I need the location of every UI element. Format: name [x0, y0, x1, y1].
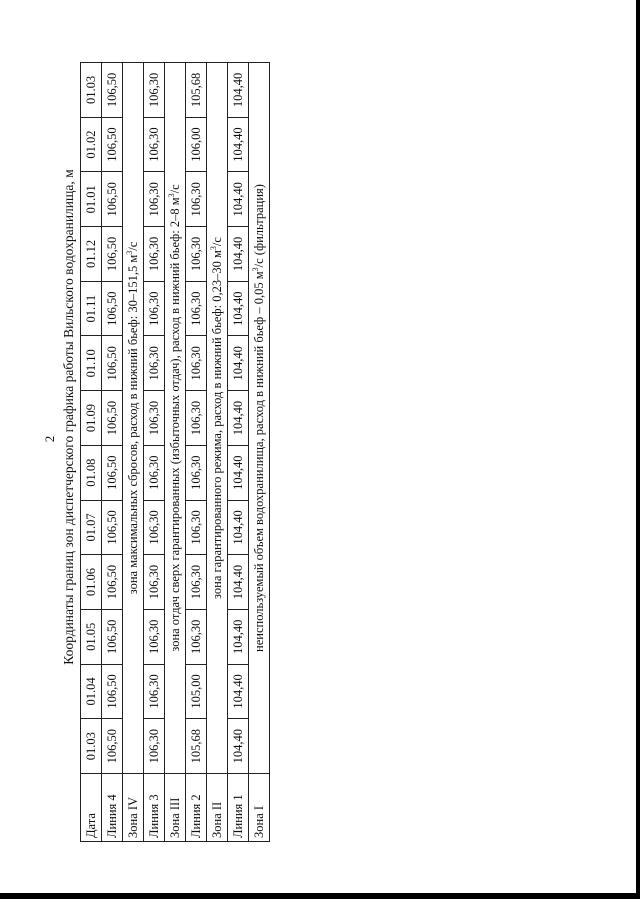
line-label-cell: Линия 4 — [102, 774, 123, 842]
table-header-row — [81, 63, 102, 842]
zone-label-cell: Зона I — [249, 774, 270, 842]
line-row — [186, 63, 207, 842]
level-value-cell: 106,50 — [102, 500, 123, 555]
level-value-cell: 104,40 — [228, 555, 249, 610]
level-value-cell: 106,30 — [144, 336, 165, 391]
level-value-cell: 104,40 — [228, 227, 249, 282]
level-value-cell: 105,00 — [186, 664, 207, 719]
line-label-cell: Линия 2 — [186, 774, 207, 842]
level-value-cell: 106,50 — [102, 391, 123, 446]
level-value-cell: 104,40 — [228, 664, 249, 719]
zone-description-cell — [207, 63, 228, 774]
unit-exponent: 3 — [124, 250, 134, 255]
zone-unit-suffix: /с — [167, 184, 182, 194]
rotated-content — [58, 62, 270, 842]
level-value-cell: 106,50 — [102, 281, 123, 336]
schedule-table — [80, 62, 270, 842]
level-value-cell: 104,40 — [228, 281, 249, 336]
level-value-cell: 106,30 — [186, 281, 207, 336]
zone-description-text: зона гарантированного режима, расход в нижний бьеф: 0,23–30 м — [209, 250, 224, 599]
level-value-cell: 106,30 — [186, 500, 207, 555]
document-title: Координаты границ зон диспетчерского графика работы Вильского водохранилища, м — [61, 169, 76, 665]
level-value-cell: 104,40 — [228, 609, 249, 664]
zone-row — [207, 63, 228, 842]
header-label-cell: Дата — [81, 774, 102, 842]
level-value-cell: 106,30 — [186, 391, 207, 446]
zone-description-text: зона максимальных сбросов, расход в нижний бьеф: 30–151,5 м — [125, 254, 140, 595]
zone-description-cell — [165, 63, 186, 774]
line-row — [102, 63, 123, 842]
date-header-cell: 01.08 — [81, 445, 102, 500]
level-value-cell: 106,30 — [186, 609, 207, 664]
level-value-cell: 106,50 — [102, 555, 123, 610]
line-label-cell: Линия 3 — [144, 774, 165, 842]
date-header-cell: 01.03 — [81, 63, 102, 118]
level-value-cell: 106,30 — [144, 117, 165, 172]
date-header-cell: 01.01 — [81, 172, 102, 227]
date-header-cell: 01.07 — [81, 500, 102, 555]
level-value-cell: 106,50 — [102, 664, 123, 719]
zone-description-text: неиспользуемый объем водохранилища, расход в нижний бьеф – 0,05 м — [251, 271, 266, 652]
zone-label-cell: Зона II — [207, 774, 228, 842]
unit-exponent: 3 — [250, 267, 260, 272]
level-value-cell: 106,50 — [102, 63, 123, 118]
level-value-cell: 104,40 — [228, 445, 249, 500]
level-value-cell: 106,30 — [144, 172, 165, 227]
level-value-cell: 106,30 — [186, 227, 207, 282]
level-value-cell: 106,50 — [102, 172, 123, 227]
zone-row — [123, 63, 144, 842]
level-value-cell: 106,30 — [144, 63, 165, 118]
level-value-cell: 106,50 — [102, 445, 123, 500]
level-value-cell: 106,30 — [144, 445, 165, 500]
date-header-cell: 01.03 — [81, 719, 102, 774]
level-value-cell: 104,40 — [228, 336, 249, 391]
zone-description-text: зона отдач сверх гарантированных (избыточных отдач), расход в нижний бьеф: 2–8 м — [167, 197, 182, 652]
date-header-cell: 01.09 — [81, 391, 102, 446]
level-value-cell: 106,30 — [144, 391, 165, 446]
level-value-cell: 106,50 — [102, 117, 123, 172]
level-value-cell: 106,50 — [102, 336, 123, 391]
level-value-cell: 106,30 — [186, 555, 207, 610]
level-value-cell: 105,68 — [186, 719, 207, 774]
level-value-cell: 104,40 — [228, 172, 249, 227]
level-value-cell: 106,50 — [102, 719, 123, 774]
date-header-cell: 01.02 — [81, 117, 102, 172]
zone-label-cell: Зона III — [165, 774, 186, 842]
date-header-cell: 01.11 — [81, 281, 102, 336]
level-value-cell: 106,50 — [102, 227, 123, 282]
zone-description-cell — [249, 63, 270, 774]
level-value-cell: 106,30 — [186, 445, 207, 500]
zone-unit-suffix: /с — [209, 237, 224, 247]
zone-row — [165, 63, 186, 842]
zone-description-cell — [123, 63, 144, 774]
level-value-cell: 104,40 — [228, 500, 249, 555]
level-value-cell: 106,30 — [144, 664, 165, 719]
level-value-cell: 106,30 — [144, 555, 165, 610]
zone-label-cell: Зона IV — [123, 774, 144, 842]
level-value-cell: 106,30 — [144, 719, 165, 774]
zone-unit-suffix: /с (фильтрация) — [251, 184, 266, 268]
page-number: 2 — [42, 435, 57, 443]
date-header-cell: 01.12 — [81, 227, 102, 282]
level-value-cell: 106,30 — [144, 281, 165, 336]
level-value-cell: 106,00 — [186, 117, 207, 172]
level-value-cell: 104,40 — [228, 63, 249, 118]
level-value-cell: 106,30 — [144, 227, 165, 282]
level-value-cell: 104,40 — [228, 117, 249, 172]
level-value-cell: 106,30 — [144, 609, 165, 664]
unit-exponent: 3 — [166, 193, 176, 198]
date-header-cell: 01.05 — [81, 609, 102, 664]
level-value-cell: 104,40 — [228, 391, 249, 446]
scan-edge-right — [636, 0, 640, 899]
line-label-cell: Линия 1 — [228, 774, 249, 842]
level-value-cell: 106,50 — [102, 609, 123, 664]
scan-edge-bottom — [0, 893, 640, 899]
level-value-cell: 104,40 — [228, 719, 249, 774]
level-value-cell: 106,30 — [186, 172, 207, 227]
line-row — [228, 63, 249, 842]
zone-row — [249, 63, 270, 842]
date-header-cell: 01.06 — [81, 555, 102, 610]
date-header-cell: 01.10 — [81, 336, 102, 391]
level-value-cell: 106,30 — [144, 500, 165, 555]
level-value-cell: 106,30 — [186, 336, 207, 391]
level-value-cell: 105,68 — [186, 63, 207, 118]
zone-unit-suffix: /с — [125, 241, 140, 251]
line-row — [144, 63, 165, 842]
unit-exponent: 3 — [208, 246, 218, 251]
date-header-cell: 01.04 — [81, 664, 102, 719]
